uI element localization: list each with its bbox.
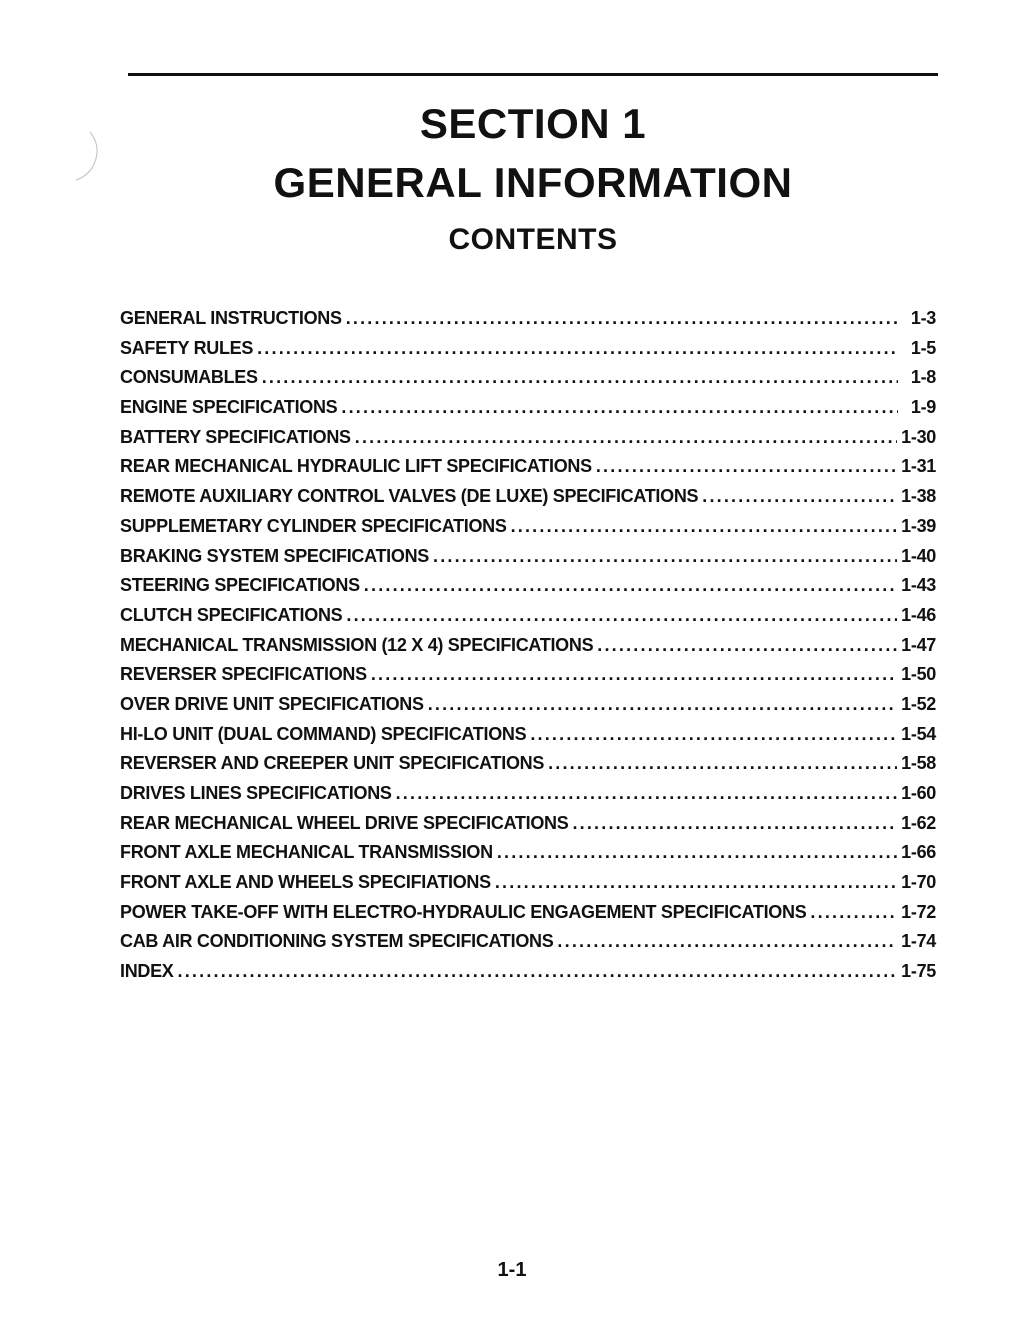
toc-entry-title: HI-LO UNIT (DUAL COMMAND) SPECIFICATIONS [120,723,527,744]
contents-heading: CONTENTS [448,223,618,256]
toc-entry-title: CAB AIR CONDITIONING SYSTEM SPECIFICATIONS [120,931,554,952]
toc-dot-leader [596,456,897,477]
toc-entry-page: 1-8 [910,367,936,388]
toc-dot-leader [346,308,898,329]
toc-entry-title: OVER DRIVE UNIT SPECIFICATIONS [120,693,424,714]
toc-entry-page: 1-9 [910,397,936,418]
toc-dot-leader [364,575,897,596]
toc-entry[interactable] [120,842,936,872]
toc-dot-leader [355,427,897,448]
toc-dot-leader [702,486,897,507]
toc-dot-leader [341,397,898,418]
toc-dot-leader [597,635,897,656]
toc-entry-title: REAR MECHANICAL HYDRAULIC LIFT SPECIFICATIONS [120,456,592,477]
toc-entry-page: 1-43 [901,575,936,596]
toc-entry-page: 1-70 [901,872,936,893]
toc-entry-page: 1-52 [901,693,936,714]
toc-entry[interactable] [120,931,936,961]
toc-entry-page: 1-46 [901,604,936,625]
toc-entry-page: 1-38 [901,486,936,507]
toc-entry-title: CLUTCH SPECIFICATIONS [120,604,343,625]
section-heading: SECTION 1 [419,100,647,147]
toc-entry[interactable] [120,605,936,635]
toc-dot-leader [257,338,898,359]
toc-entry-title: FRONT AXLE AND WHEELS SPECIFIATIONS [120,872,491,893]
toc-entry-title: BATTERY SPECIFICATIONS [120,426,351,447]
toc-dot-leader [396,783,898,804]
toc-entry[interactable] [120,546,936,576]
toc-entry[interactable] [120,694,936,724]
toc-entry[interactable] [120,456,936,486]
toc-dot-leader [497,842,897,863]
toc-entry[interactable] [120,308,936,338]
toc-entry[interactable] [120,872,936,902]
toc-entry-page: 1-66 [901,842,936,863]
toc-entry-title: REVERSER AND CREEPER UNIT SPECIFICATIONS [120,753,545,774]
toc-entry-title: POWER TAKE-OFF WITH ELECTRO-HYDRAULIC ENGAGEMENT SPECIFICATIONS [120,901,807,922]
toc-dot-leader [557,931,897,952]
toc-dot-leader [810,902,897,923]
toc-entry-page: 1-50 [901,664,936,685]
toc-entry[interactable] [120,961,936,991]
toc-entry-title: REMOTE AUXILIARY CONTROL VALVES (DE LUXE) SPECIFICATIONS [120,486,699,507]
toc-entry-page: 1-75 [901,961,936,982]
toc-entry[interactable] [120,575,936,605]
toc-entry[interactable] [120,635,936,665]
toc-dot-leader [371,664,897,685]
toc-entry[interactable] [120,783,936,813]
toc-dot-leader [346,605,897,626]
toc-dot-leader [428,694,897,715]
toc-entry-page: 1-62 [901,812,936,833]
page-number: 1-1 [497,1259,527,1281]
toc-entry[interactable] [120,427,936,457]
margin-scribble-mark [68,128,128,188]
toc-dot-leader [433,546,897,567]
toc-entry-page: 1-60 [901,783,936,803]
toc-entry[interactable] [120,397,936,427]
toc-entry-page: 1-30 [901,426,936,447]
toc-dot-leader [572,813,897,834]
table-of-contents [120,308,936,991]
toc-entry-page: 1-40 [901,545,936,566]
toc-entry[interactable] [120,753,936,783]
toc-entry-title: ENGINE SPECIFICATIONS [120,397,338,418]
toc-entry-page: 1-54 [901,723,936,744]
toc-entry[interactable] [120,813,936,843]
toc-entry-page: 1-39 [901,515,936,536]
toc-entry-title: REVERSER SPECIFICATIONS [120,664,367,685]
toc-dot-leader [511,516,898,537]
toc-entry-page: 1-5 [910,337,936,358]
toc-entry-page: 1-72 [901,901,936,922]
toc-dot-leader [495,872,897,893]
toc-entry-title: FRONT AXLE MECHANICAL TRANSMISSION [120,842,493,863]
toc-entry-title: SAFETY RULES [120,337,254,358]
toc-entry-page: 1-74 [901,931,936,952]
toc-dot-leader [262,367,898,388]
toc-entry-title: SUPPLEMETARY CYLINDER SPECIFICATIONS [120,515,507,536]
toc-entry-title: GENERAL INSTRUCTIONS [120,308,342,328]
toc-entry-title: INDEX [120,961,174,982]
toc-entry-title: MECHANICAL TRANSMISSION (12 X 4) SPECIFICATIONS [120,634,594,655]
toc-entry[interactable] [120,724,936,754]
toc-entry-page: 1-3 [910,308,936,328]
toc-entry[interactable] [120,367,936,397]
toc-dot-leader [178,961,898,982]
toc-entry-page: 1-47 [901,634,936,655]
toc-entry[interactable] [120,902,936,932]
toc-entry[interactable] [120,516,936,546]
toc-entry-title: BRAKING SYSTEM SPECIFICATIONS [120,545,429,566]
toc-entry-title: STEERING SPECIFICATIONS [120,575,360,596]
toc-entry[interactable] [120,486,936,516]
toc-entry-page: 1-58 [901,753,936,774]
toc-entry-title: CONSUMABLES [120,367,258,388]
toc-dot-leader [530,724,897,745]
toc-entry[interactable] [120,664,936,694]
toc-entry-title: DRIVES LINES SPECIFICATIONS [120,783,392,803]
top-rule [128,73,938,76]
page-title: GENERAL INFORMATION [273,159,793,206]
toc-dot-leader [548,753,897,774]
toc-entry[interactable] [120,338,936,368]
toc-entry-title: REAR MECHANICAL WHEEL DRIVE SPECIFICATIONS [120,812,569,833]
toc-entry-page: 1-31 [901,456,936,477]
